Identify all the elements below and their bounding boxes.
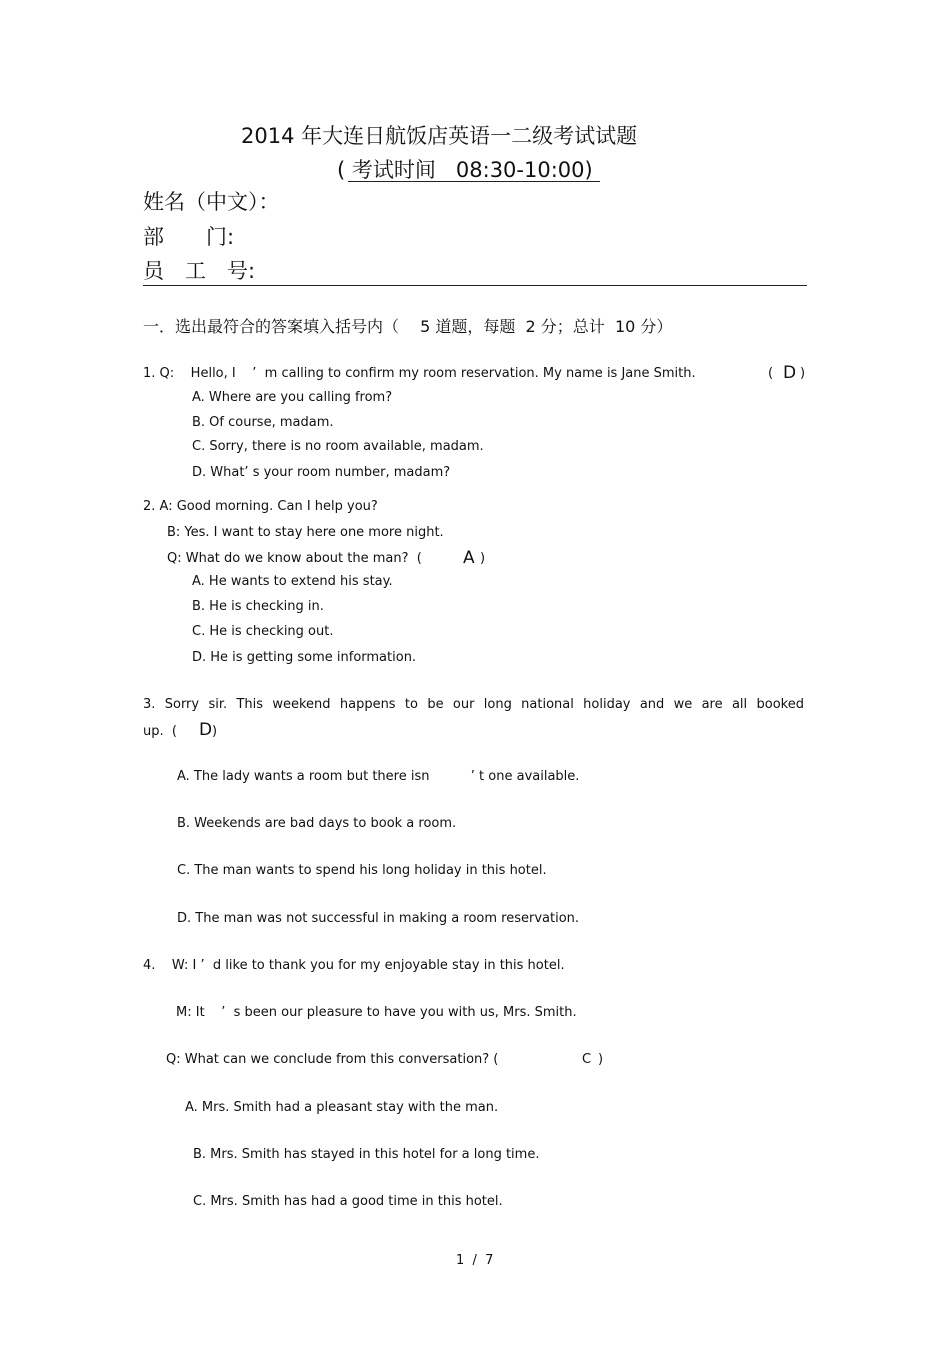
question-2-option: D. He is getting some information.: [192, 650, 417, 665]
question-2-option: B. He is checking in.: [192, 599, 324, 614]
question-3-word: This: [236, 697, 264, 712]
question-3-word: and: [639, 697, 665, 712]
question-1-answer: D: [783, 363, 797, 383]
question-4-option: A. Mrs. Smith had a pleasant stay with the man.: [185, 1100, 499, 1115]
question-3-word: we: [673, 697, 693, 712]
question-3-word: Sorry: [164, 697, 200, 712]
question-1-option: C. Sorry, there is no room available, madam.: [192, 439, 484, 454]
section-heading: 一．选出最符合的答案填入括号内（ 5 道题，每题 2 分；总计 10 分）: [143, 317, 673, 336]
employee-number-field-label: 员 工 号:: [143, 259, 256, 283]
question-3-answer: D: [199, 720, 213, 740]
question-3-word: weekend: [272, 697, 331, 712]
question-3-word: to: [404, 697, 418, 712]
question-2-answer: A: [463, 548, 475, 568]
exam-time-underline: [348, 181, 600, 182]
question-3-word: 3.: [143, 697, 156, 712]
question-1-bracket-open: (: [768, 366, 774, 381]
question-3-word: our: [452, 697, 475, 712]
question-2-line: 2. A: Good morning. Can I help you?: [143, 499, 378, 514]
question-3-word: all: [731, 697, 748, 712]
page-number: 1 / 7: [456, 1253, 494, 1268]
question-3-word: national: [521, 697, 574, 712]
name-field-label: 姓名（中文）：: [143, 190, 280, 214]
question-3-word: long: [483, 697, 512, 712]
question-2-line: Q: What do we know about the man? (: [167, 551, 422, 566]
question-3-option: A. The lady wants a room but there isn ’ t one available.: [177, 769, 580, 784]
question-3-word: are: [701, 697, 723, 712]
question-3-word: booked: [756, 697, 804, 712]
question-4-bracket-close: ): [598, 1052, 604, 1067]
exam-time: ( 考试时间 08:30-10:00): [337, 158, 593, 182]
question-4-option: B. Mrs. Smith has stayed in this hotel for a long time.: [193, 1147, 540, 1162]
question-3-word: sir.: [208, 697, 228, 712]
question-3-option: D. The man was not successful in making a room reservation.: [177, 911, 580, 926]
question-2-option: C. He is checking out.: [192, 624, 334, 639]
question-4-line: Q: What can we conclude from this conversation? (: [166, 1052, 499, 1067]
question-1-bracket-close: ): [800, 366, 806, 381]
question-3-word: be: [427, 697, 444, 712]
question-4-option: C. Mrs. Smith has had a good time in this hotel.: [193, 1194, 503, 1209]
question-1-option: A. Where are you calling from?: [192, 390, 393, 405]
question-4-line: 4. W: I ’ d like to thank you for my enjoyable stay in this hotel.: [143, 958, 565, 973]
question-2-option: A. He wants to extend his stay.: [192, 574, 393, 589]
header-divider: [143, 285, 807, 286]
question-1-option: B. Of course, madam.: [192, 415, 334, 430]
question-3-bracket-close: ): [212, 724, 218, 739]
question-1-stem: 1. Q: Hello, I ’ m calling to confirm my room reservation. My name is Jane Smith.: [143, 366, 696, 381]
question-3-option: C. The man wants to spend his long holiday in this hotel.: [177, 863, 547, 878]
page-title: 2014 年大连日航饭店英语一二级考试试题: [241, 124, 638, 148]
question-3-option: B. Weekends are bad days to book a room.: [177, 816, 457, 831]
question-4-line: M: It ’ s been our pleasure to have you with us, Mrs. Smith.: [176, 1005, 577, 1020]
question-2-line: B: Yes. I want to stay here one more night.: [167, 525, 444, 540]
question-3-word: holiday: [583, 697, 631, 712]
question-4-answer: C: [582, 1052, 592, 1067]
question-2-bracket-close: ): [480, 551, 486, 566]
question-1-option: D. What’ s your room number, madam?: [192, 465, 451, 480]
question-3-line: up. (: [143, 724, 177, 739]
question-3-word: happens: [339, 697, 396, 712]
question-3-stem: [143, 697, 804, 712]
department-field-label: 部 门:: [143, 225, 235, 249]
